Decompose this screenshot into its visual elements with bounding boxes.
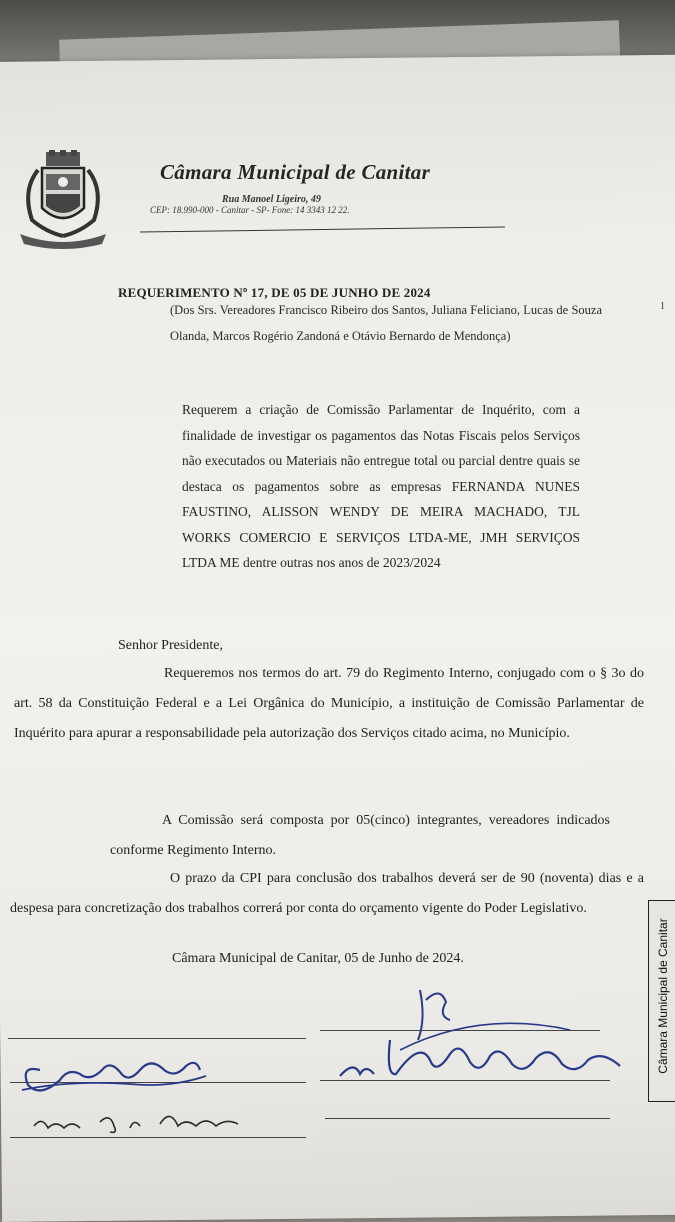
- signature-line-1: [8, 1038, 306, 1039]
- signature-1-handwritten: [10, 1040, 210, 1100]
- signature-line-6: [325, 1118, 610, 1119]
- document-title: REQUERIMENTO Nº 17, DE 05 DE JUNHO DE 2024: [118, 285, 431, 300]
- salutation: Senhor Presidente,: [118, 638, 223, 653]
- request-summary: Requerem a criação de Comissão Parlamentar de Inquérito, com a finalidade de investigar os pagamentos das Notas Fiscais pelos Serviços não executados ou Materiais não entregue total ou parcial dentre quais se destaca os pagamentos sobre as empresas FERNANDA NUNES FAUSTINO, ALISSON WENDY DE MEIRA MACHADO, TJL WORKS COMERCIO E SERVIÇOS LTDA-ME, JMH SERVIÇOS LTDA ME dentre outras nos anos de 2023/2024: [182, 402, 580, 570]
- stamp-text: Câmara Municipal de Canitar: [656, 918, 670, 1074]
- coat-of-arms-icon: [16, 150, 110, 250]
- date-line: Câmara Municipal de Canitar, 05 de Junho de 2024.: [172, 951, 464, 966]
- margin-mark: 1: [660, 301, 665, 312]
- paragraph-2: A Comissão será composta por 05(cinco) integrantes, vereadores indicados conforme Regimento Interno.: [110, 813, 610, 858]
- protocol-stamp: [648, 900, 675, 1102]
- paragraph-3: O prazo da CPI para conclusão dos trabalhos deverá ser de 90 (noventa) dias e a despesa para concretização dos trabalhos correrá por conta do orçamento vigente do Poder Legislativo.: [10, 871, 644, 916]
- chamber-contact: CEP: 18.990-000 - Canitar - SP- Fone: 14 3343 12 22.: [150, 205, 350, 215]
- chamber-address: Rua Manoel Ligeiro, 49: [222, 194, 321, 205]
- signature-3-handwritten: [330, 980, 630, 1090]
- signature-2-handwritten: [30, 1098, 270, 1138]
- chamber-name: Câmara Municipal de Canitar: [160, 160, 431, 184]
- authors-list: (Dos Srs. Vereadores Francisco Ribeiro dos Santos, Juliana Feliciano, Lucas de Souza Olanda, Marcos Rogério Zandoná e Otávio Bernardo de Mendonça): [170, 303, 602, 343]
- paragraph-1: Requeremos nos termos do art. 79 do Regimento Interno, conjugado com o § 3o do art. 58 da Constituição Federal e a Lei Orgânica do Município, a instituição de Comissão Parlamentar de Inquérito para apurar a responsabilidade pela autorização dos Serviços citado acima, no Município.: [14, 666, 644, 741]
